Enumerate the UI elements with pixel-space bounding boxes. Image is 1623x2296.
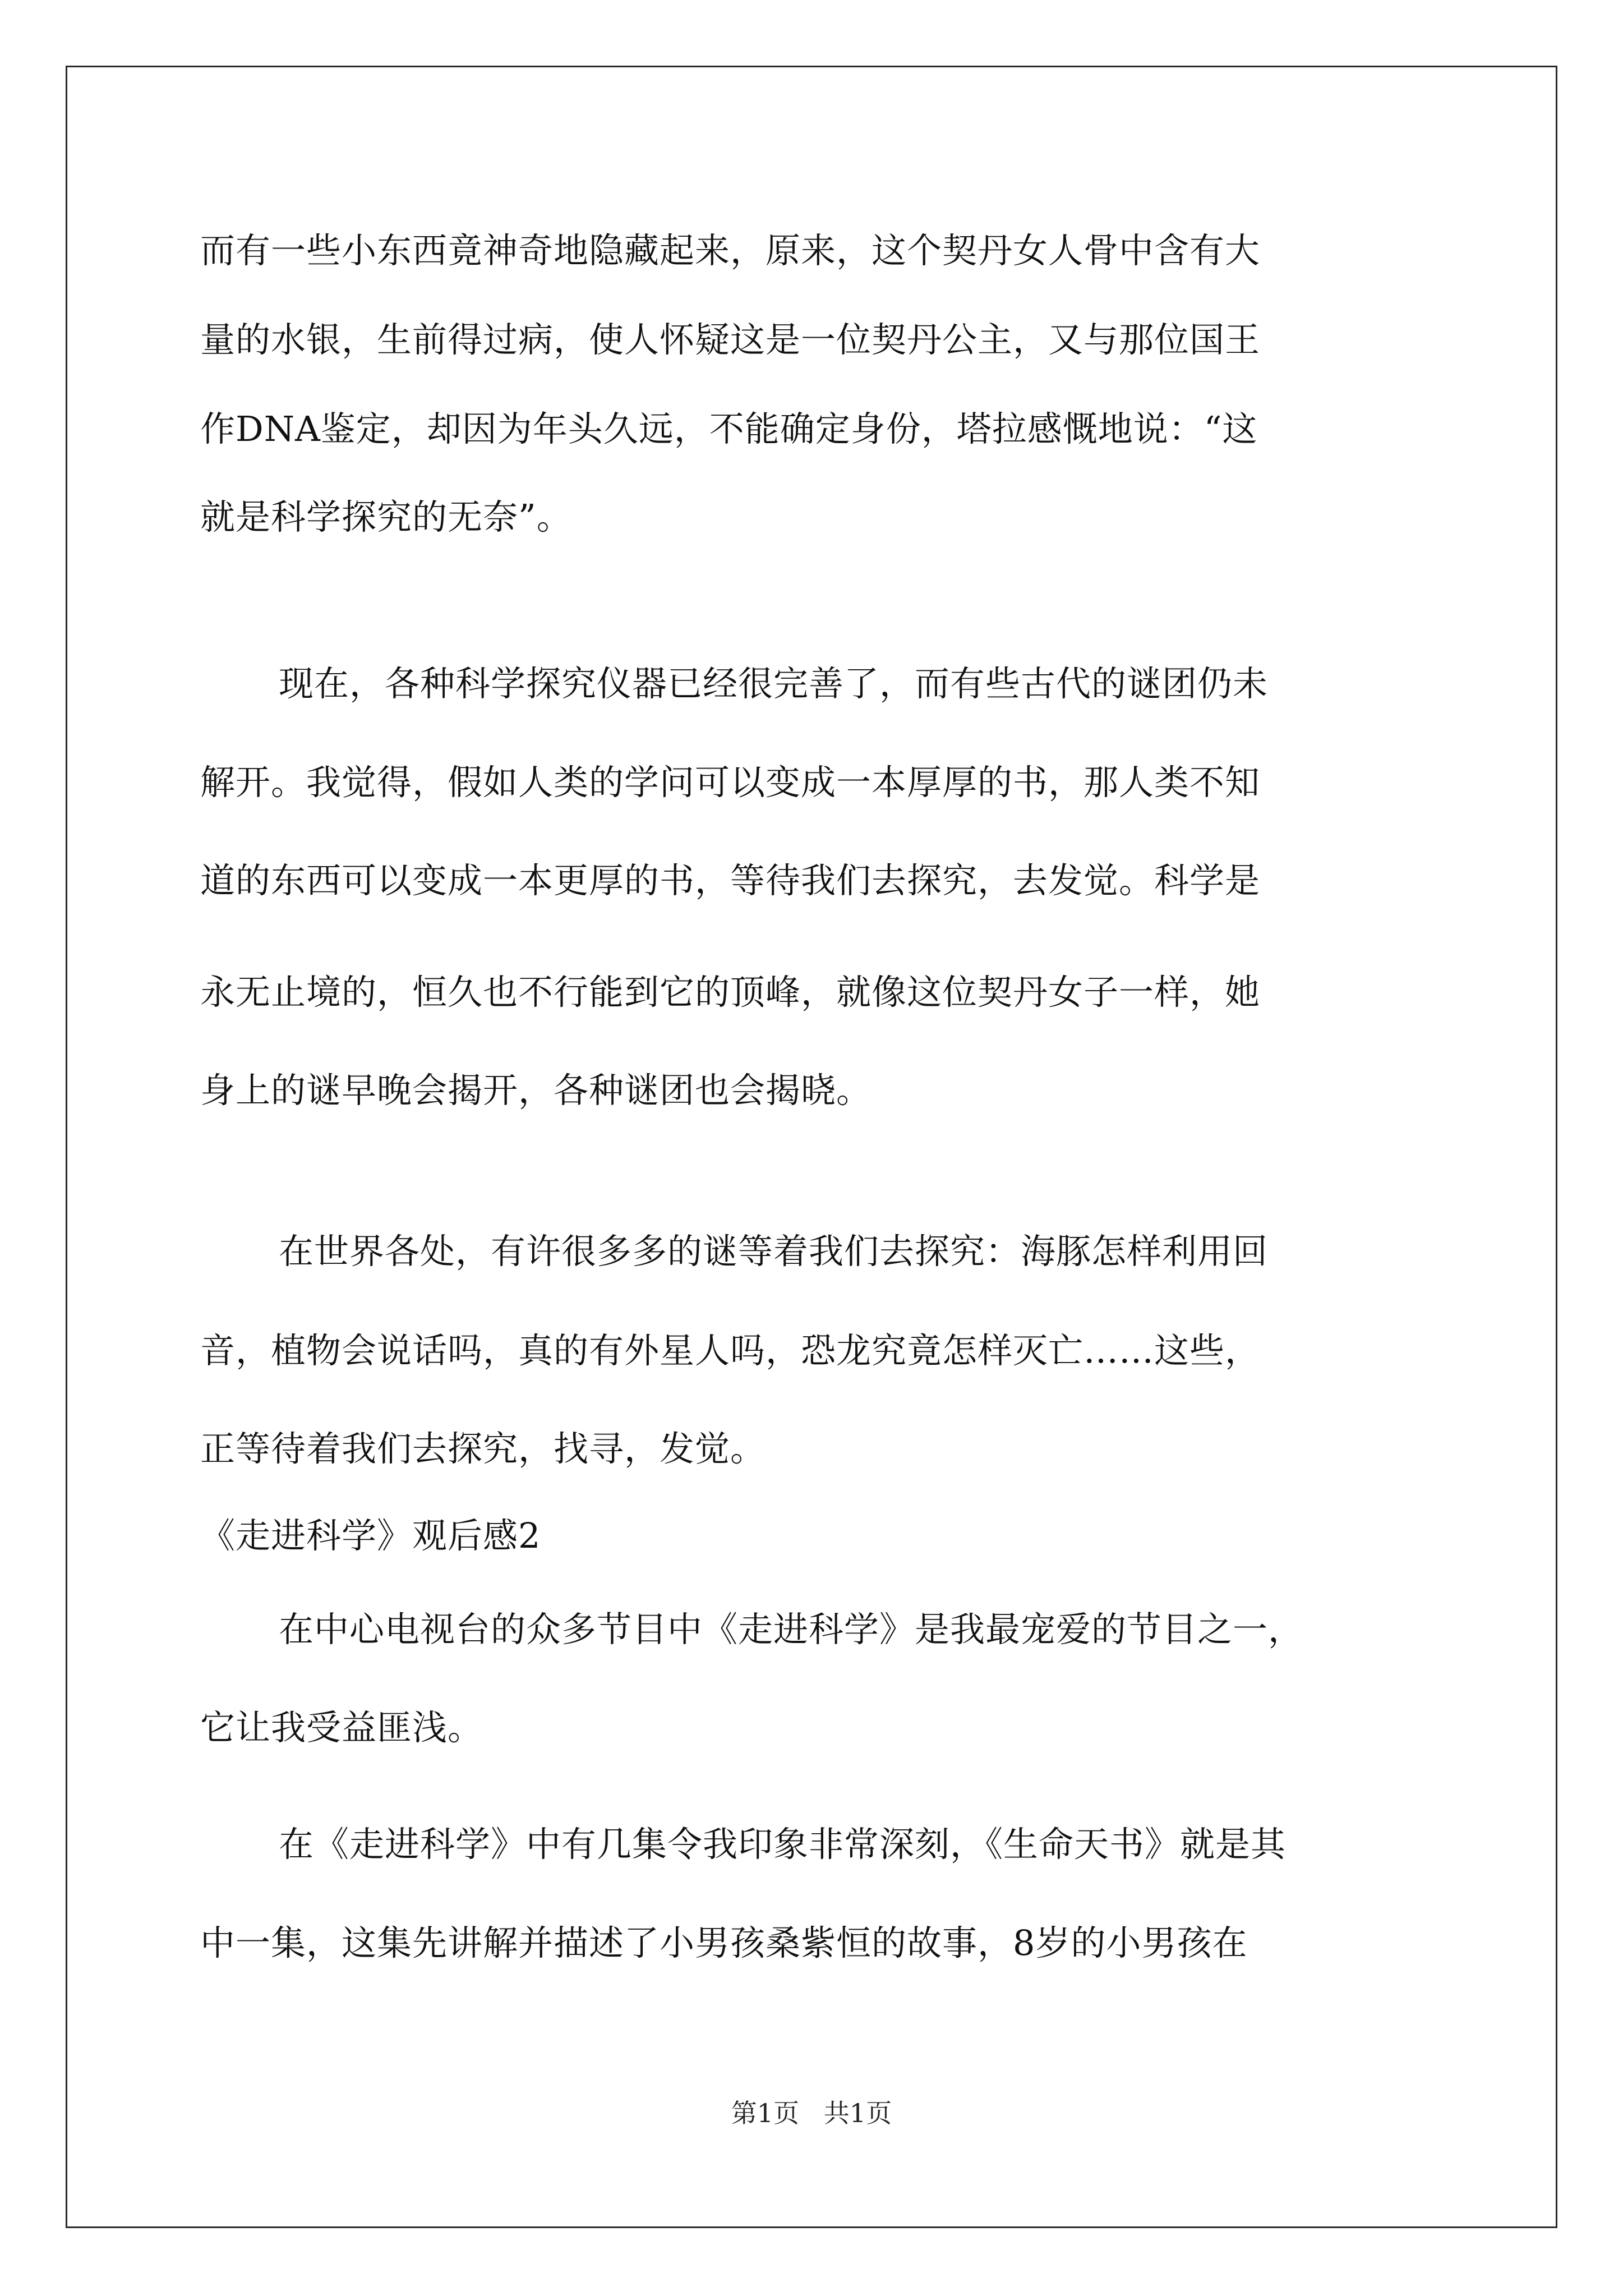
text-line: 而有一些小东西竟神奇地隐藏起来，原来，这个契丹女人骨中含有大 xyxy=(200,230,1261,271)
paragraph-first-line: 在世界各处，有许很多多的谜等着我们去探究：海豚怎样利用回 xyxy=(279,1231,1269,1272)
text-line: 正等待着我们去探究，找寻，发觉。 xyxy=(200,1428,766,1469)
text-line: 道的东西可以变成一本更厚的书，等待我们去探究，去发觉。科学是 xyxy=(200,860,1261,901)
section-heading: 《走进科学》观后感2 xyxy=(200,1515,541,1556)
text-line: 音，植物会说话吗，真的有外星人吗，恐龙究竟怎样灭亡……这些， xyxy=(200,1330,1261,1371)
page-footer: 第1页 共1页 xyxy=(731,2098,892,2128)
text-line: 身上的谜早晚会揭开，各种谜团也会揭晓。 xyxy=(200,1070,872,1111)
text-line: 中一集，这集先讲解并描述了小男孩桑紫恒的故事，8岁的小男孩在 xyxy=(200,1922,1248,1963)
text-line: 作DNA鉴定，却因为年头久远，不能确定身份，塔拉感慨地说：“这 xyxy=(200,408,1258,449)
paragraph-first-line: 在中心电视台的众多节目中《走进科学》是我最宠爱的节目之一， xyxy=(279,1609,1304,1650)
text-line: 解开。我觉得，假如人类的学问可以变成一本厚厚的书，那人类不知 xyxy=(200,762,1261,803)
text-line: 量的水银，生前得过病，使人怀疑这是一位契丹公主，又与那位国王 xyxy=(200,319,1261,360)
paragraph-first-line: 现在，各种科学探究仪器已经很完善了，而有些古代的谜团仍未 xyxy=(279,663,1269,704)
text-line: 永无止境的，恒久也不行能到它的顶峰，就像这位契丹女子一样，她 xyxy=(200,972,1261,1013)
page-border xyxy=(66,66,1557,2228)
paragraph-first-line: 在《走进科学》中有几集令我印象非常深刻，《生命天书》就是其 xyxy=(279,1824,1287,1865)
text-line: 就是科学探究的无奈”。 xyxy=(200,496,572,537)
text-line: 它让我受益匪浅。 xyxy=(200,1707,483,1748)
